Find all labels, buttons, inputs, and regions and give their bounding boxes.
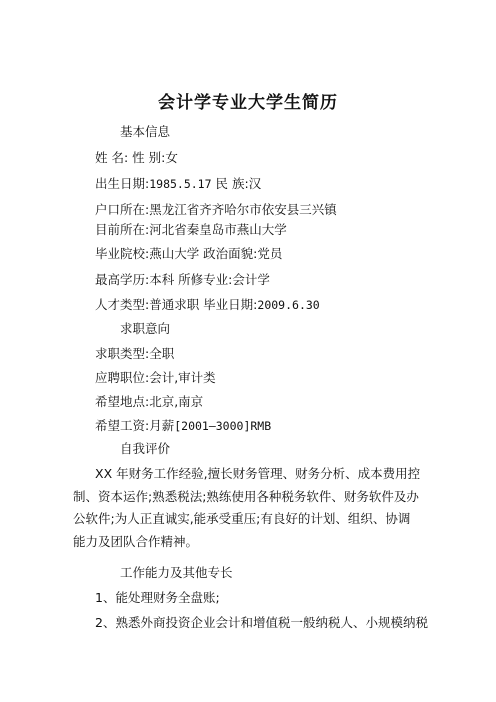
birth-date: 1985.5.17 xyxy=(149,177,212,191)
birth-ethnicity-line xyxy=(95,175,261,193)
salary-value: [2001—3000]RMB xyxy=(174,419,272,433)
current-location-line: 目前所在:河北省秦皇岛市燕山大学 xyxy=(95,222,287,237)
self-eval-line: 公软件;为人正直诚实,能承受重压;有良好的计划、组织、协调 xyxy=(73,511,411,526)
skill-item: 2、熟悉外商投资企业会计和增值税一般纳税人、小规模纳税 xyxy=(95,615,428,630)
hukou-line: 户口所在:黑龙江省齐齐哈尔市依安县三兴镇 xyxy=(95,202,337,217)
page-title: 会计学专业大学生简历 xyxy=(158,93,338,113)
birth-label: 出生日期: xyxy=(95,176,150,191)
job-intent-heading: 求职意向 xyxy=(120,321,171,336)
salary-label: 希望工资:月薪 xyxy=(95,418,175,433)
ethnicity: 民 族:汉 xyxy=(211,176,262,191)
job-type-line: 求职类型:全职 xyxy=(95,346,175,361)
self-eval-paragraph xyxy=(73,463,435,553)
job-place-line: 希望地点:北京,南京 xyxy=(95,394,204,409)
job-position-line: 应聘职位:会计,审计类 xyxy=(95,370,216,385)
basic-info-heading: 基本信息 xyxy=(120,124,171,139)
talent-label: 人才类型:普通求职 毕业日期: xyxy=(95,297,258,312)
school-line: 毕业院校:燕山大学 政治面貌:党员 xyxy=(95,246,283,261)
skill-item: 1、能处理财务全盘账; xyxy=(95,590,220,605)
self-eval-heading: 自我评价 xyxy=(120,441,171,456)
salary-line xyxy=(95,417,271,435)
self-eval-line: 制、资本运作;熟悉税法;熟练使用各种税务软件、财务软件及办 xyxy=(73,488,419,504)
talent-line xyxy=(95,296,320,314)
graduation-date: 2009.6.30 xyxy=(257,298,320,312)
self-eval-line: XX 年财务工作经验,擅长财务管理、财务分析、成本费用控 xyxy=(95,466,421,481)
degree-line: 最高学历:本科 所修专业:会计学 xyxy=(95,272,270,287)
skills-heading: 工作能力及其他专长 xyxy=(120,565,233,580)
self-eval-line: 能力及团队合作精神。 xyxy=(73,533,199,549)
name-gender-line: 姓 名: 性 别:女 xyxy=(95,150,178,165)
